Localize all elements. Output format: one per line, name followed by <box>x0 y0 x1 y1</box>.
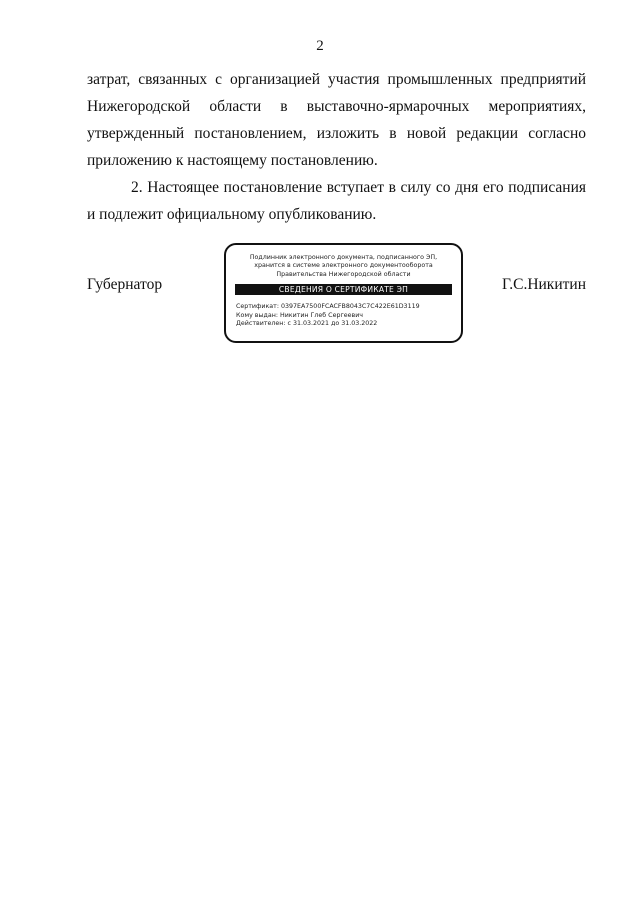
certificate-label: Сертификат: <box>236 303 279 311</box>
signer-position: Губернатор <box>87 276 163 293</box>
paragraph-effective-date: 2. Настоящее постановление вступает в силу со дня его подписания и подлежит официальному опубликованию. <box>87 179 586 223</box>
validity-row <box>236 320 461 329</box>
page-number: 2 <box>316 38 324 54</box>
electronic-signature-stamp <box>224 243 463 343</box>
stamp-header-line: Правительства Нижегородской области <box>276 270 411 278</box>
validity-label: Действителен: <box>236 320 286 328</box>
document-body <box>87 66 586 228</box>
signature-row <box>87 243 586 347</box>
issued-to-value: Никитин Глеб Сергеевич <box>279 311 364 319</box>
paragraph-continuation: затрат, связанных с организацией участия промышленных предприятий Нижегородской области в выставочно-ярмарочных мероприятиях, утвержденный постановлением, изложить в новой редакции согласно приложению к настоящему постановлению. <box>87 71 586 169</box>
stamp-header-line: хранится в системе электронного документооборота <box>254 262 433 270</box>
validity-value: с 31.03.2021 до 31.03.2022 <box>287 320 378 328</box>
stamp-header <box>226 254 461 279</box>
stamp-header-line: Подлинник электронного документа, подписанного ЭП, <box>249 254 438 261</box>
certificate-row <box>236 303 461 312</box>
stamp-title-band: СВЕДЕНИЯ О СЕРТИФИКАТЕ ЭП <box>235 284 452 295</box>
certificate-value: 0397EA7500FCACFB8043C7C422E61D3119 <box>280 303 420 311</box>
signer-name: Г.С.Никитин <box>502 276 586 293</box>
stamp-details <box>236 303 461 329</box>
issued-to-label: Кому выдан: <box>236 311 278 319</box>
